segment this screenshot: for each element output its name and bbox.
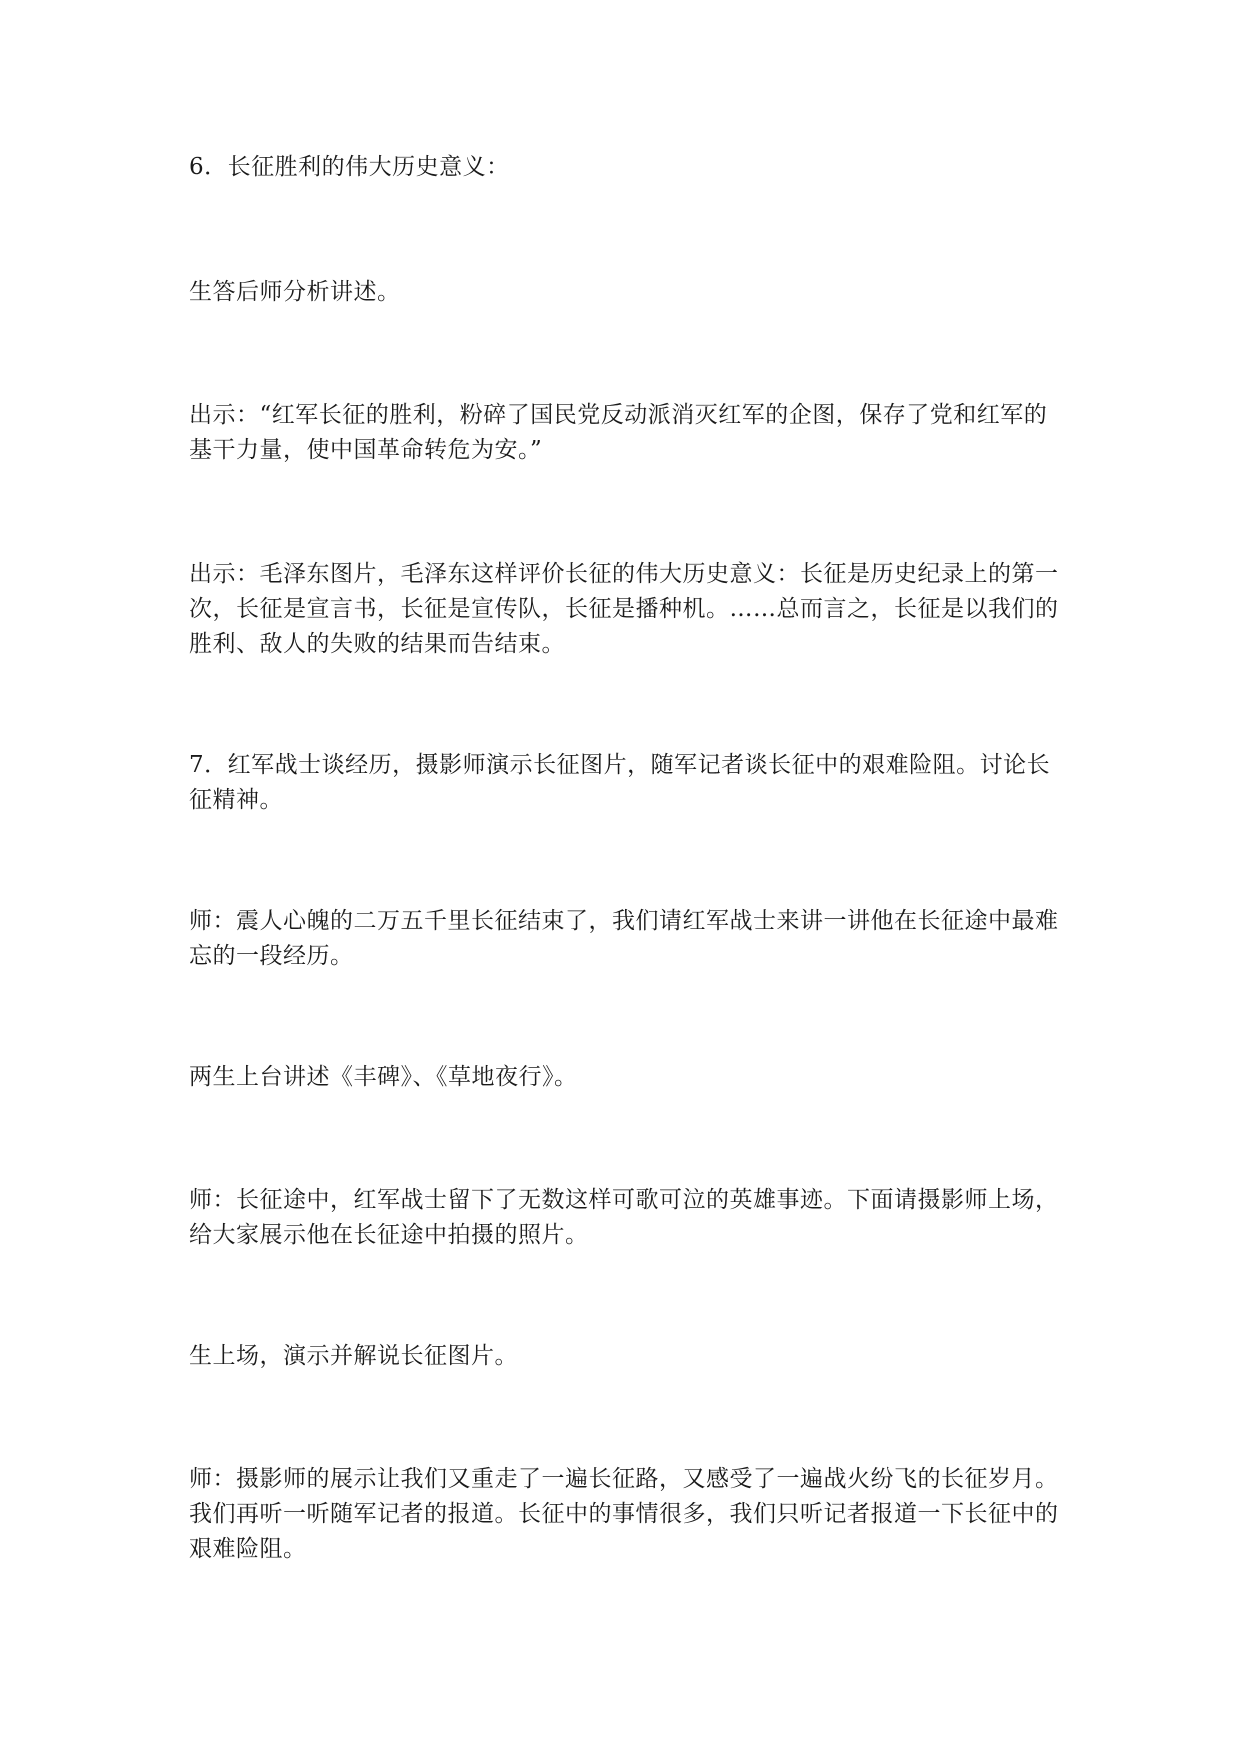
paragraph: 两生上台讲述《丰碑》、《草地夜行》。 (189, 1064, 578, 1090)
paragraph-quote: 出示：“红军长征的胜利，粉碎了国民党反动派消灭红军的企图，保存了党和红军的基干力量，使中国革命转危为安。” (189, 402, 1048, 463)
paragraph: 师：长征途中，红军战士留下了无数这样可歌可泣的英雄事迹。下面请摄影师上场，给大家展示他在长征途中拍摄的照片。 (189, 1187, 1059, 1248)
paragraph: 生答后师分析讲述。 (189, 279, 401, 305)
paragraph: 师：震人心魄的二万五千里长征结束了，我们请红军战士来讲一讲他在长征途中最难忘的一段经历。 (189, 908, 1059, 969)
paragraph-heading-7: 7．红军战士谈经历，摄影师演示长征图片，随军记者谈长征中的艰难险阻。讨论长征精神。 (189, 752, 1051, 813)
paragraph-heading-6: 6．长征胜利的伟大历史意义： (189, 154, 510, 180)
paragraph-quote: 出示：毛泽东图片，毛泽东这样评价长征的伟大历史意义：长征是历史纪录上的第一次，长征是宣言书，长征是宣传队，长征是播种机。……总而言之，长征是以我们的胜利、敌人的失败的结果而告结束。 (189, 561, 1059, 657)
paragraph: 生上场，演示并解说长征图片。 (189, 1343, 518, 1369)
paragraph: 师：摄影师的展示让我们又重走了一遍长征路，又感受了一遍战火纷飞的长征岁月。我们再听一听随军记者的报道。长征中的事情很多，我们只听记者报道一下长征中的艰难险阻。 (189, 1466, 1059, 1562)
